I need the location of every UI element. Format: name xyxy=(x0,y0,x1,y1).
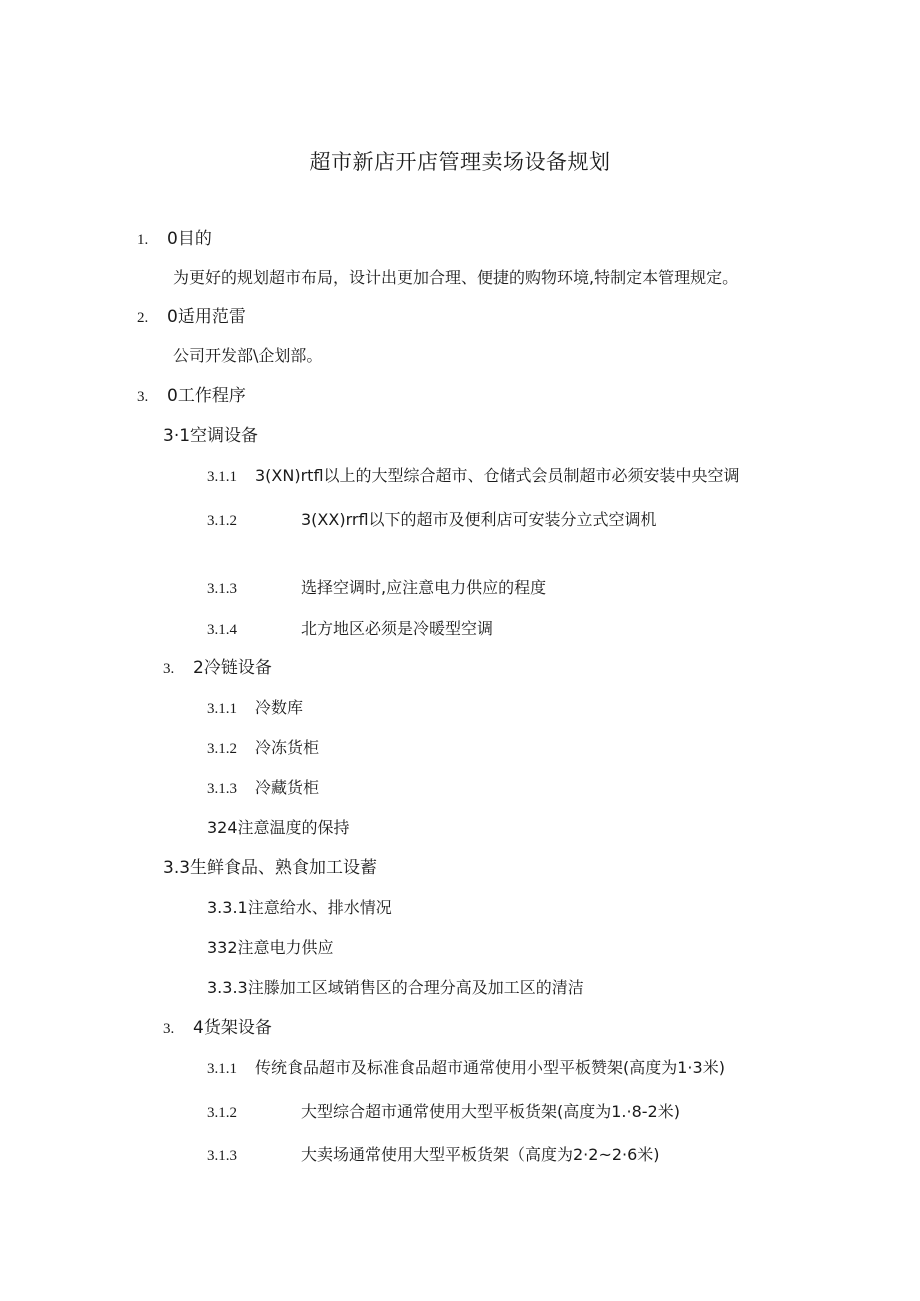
item-number: 3.1.2 xyxy=(207,513,237,529)
list-item xyxy=(207,578,546,599)
item-text: 大型综合超市通常使用大型平板货架(高度为1.·8-2米) xyxy=(301,1102,680,1121)
item-text: 传统食品超市及标准食品超市通常使用小型平板赞架(高度为1·3米) xyxy=(255,1058,725,1077)
subsection-3-4-number: 3. xyxy=(163,1021,175,1037)
subsection-3-4-title: 4货架设备 xyxy=(193,1018,272,1038)
item-number: 3.1.1 xyxy=(207,701,237,717)
list-item xyxy=(207,698,303,719)
item-text: 北方地区必须是冷暖型空调 xyxy=(301,619,494,638)
section-1-number: 1. xyxy=(137,232,149,248)
subsection-3-4-heading xyxy=(163,1018,272,1039)
section-3-title: 0工作程序 xyxy=(167,386,246,406)
section-2-number: 2. xyxy=(137,310,149,326)
item-text: 冷藏货柜 xyxy=(255,778,320,797)
list-item xyxy=(207,738,319,759)
section-3-number: 3. xyxy=(137,389,149,405)
subsection-3-2-heading xyxy=(163,658,272,679)
item-text: 3(XN)rtfl以上的大型综合超市、仓储式会员制超市必须安装中央空调 xyxy=(255,466,740,485)
list-item: 324注意温度的保持 xyxy=(207,818,350,837)
item-text: 选择空调时,应注意电力供应的程度 xyxy=(301,578,547,597)
item-number: 3.1.2 xyxy=(207,741,237,757)
item-number: 3.1.2 xyxy=(207,1105,237,1121)
subsection-3-3-heading: 3.3生鲜食品、熟食加工设蓄 xyxy=(163,858,378,878)
item-text: 冷冻货柜 xyxy=(255,738,320,757)
item-text: 冷数库 xyxy=(255,698,304,717)
list-item xyxy=(207,1058,725,1079)
list-item xyxy=(207,1102,680,1123)
document-title: 超市新店开店管理卖场设备规划 xyxy=(309,150,611,174)
section-1-body: 为更好的规划超市布局，设计出更加合理、便捷的购物环境,特制定本管理规定。 xyxy=(173,268,739,287)
list-item xyxy=(207,778,319,799)
subsection-3-1-heading: 3·1空调设备 xyxy=(163,426,259,446)
list-item: 3.3.1注意给水、排水情况 xyxy=(207,898,392,917)
item-number: 3.1.3 xyxy=(207,1148,237,1164)
list-item: 332注意电力供应 xyxy=(207,938,334,957)
item-number: 3.1.1 xyxy=(207,1061,237,1077)
item-number: 3.1.4 xyxy=(207,622,237,638)
item-number: 3.1.1 xyxy=(207,469,237,485)
section-2-body: 公司开发部\企划部。 xyxy=(173,346,323,365)
section-2-title: 0适用范雷 xyxy=(167,307,246,327)
subsection-3-2-title: 2冷链设备 xyxy=(193,658,272,678)
list-item xyxy=(207,510,657,531)
list-item xyxy=(207,1145,660,1166)
section-1-heading xyxy=(137,229,212,250)
list-item: 3.3.3注滕加工区域销售区的合理分高及加工区的清洁 xyxy=(207,978,584,997)
list-item xyxy=(207,466,740,487)
subsection-3-2-number: 3. xyxy=(163,661,175,677)
list-item xyxy=(207,619,493,640)
section-3-heading xyxy=(137,386,246,407)
item-number: 3.1.3 xyxy=(207,781,237,797)
section-2-heading xyxy=(137,307,246,328)
item-number: 3.1.3 xyxy=(207,581,237,597)
item-text: 大卖场通常使用大型平板货架（高度为2·2~2·6米) xyxy=(301,1145,660,1164)
section-1-title: 0目的 xyxy=(167,229,212,249)
item-text: 3(XX)rrfl以下的超市及便利店可安装分立式空调机 xyxy=(301,510,657,529)
